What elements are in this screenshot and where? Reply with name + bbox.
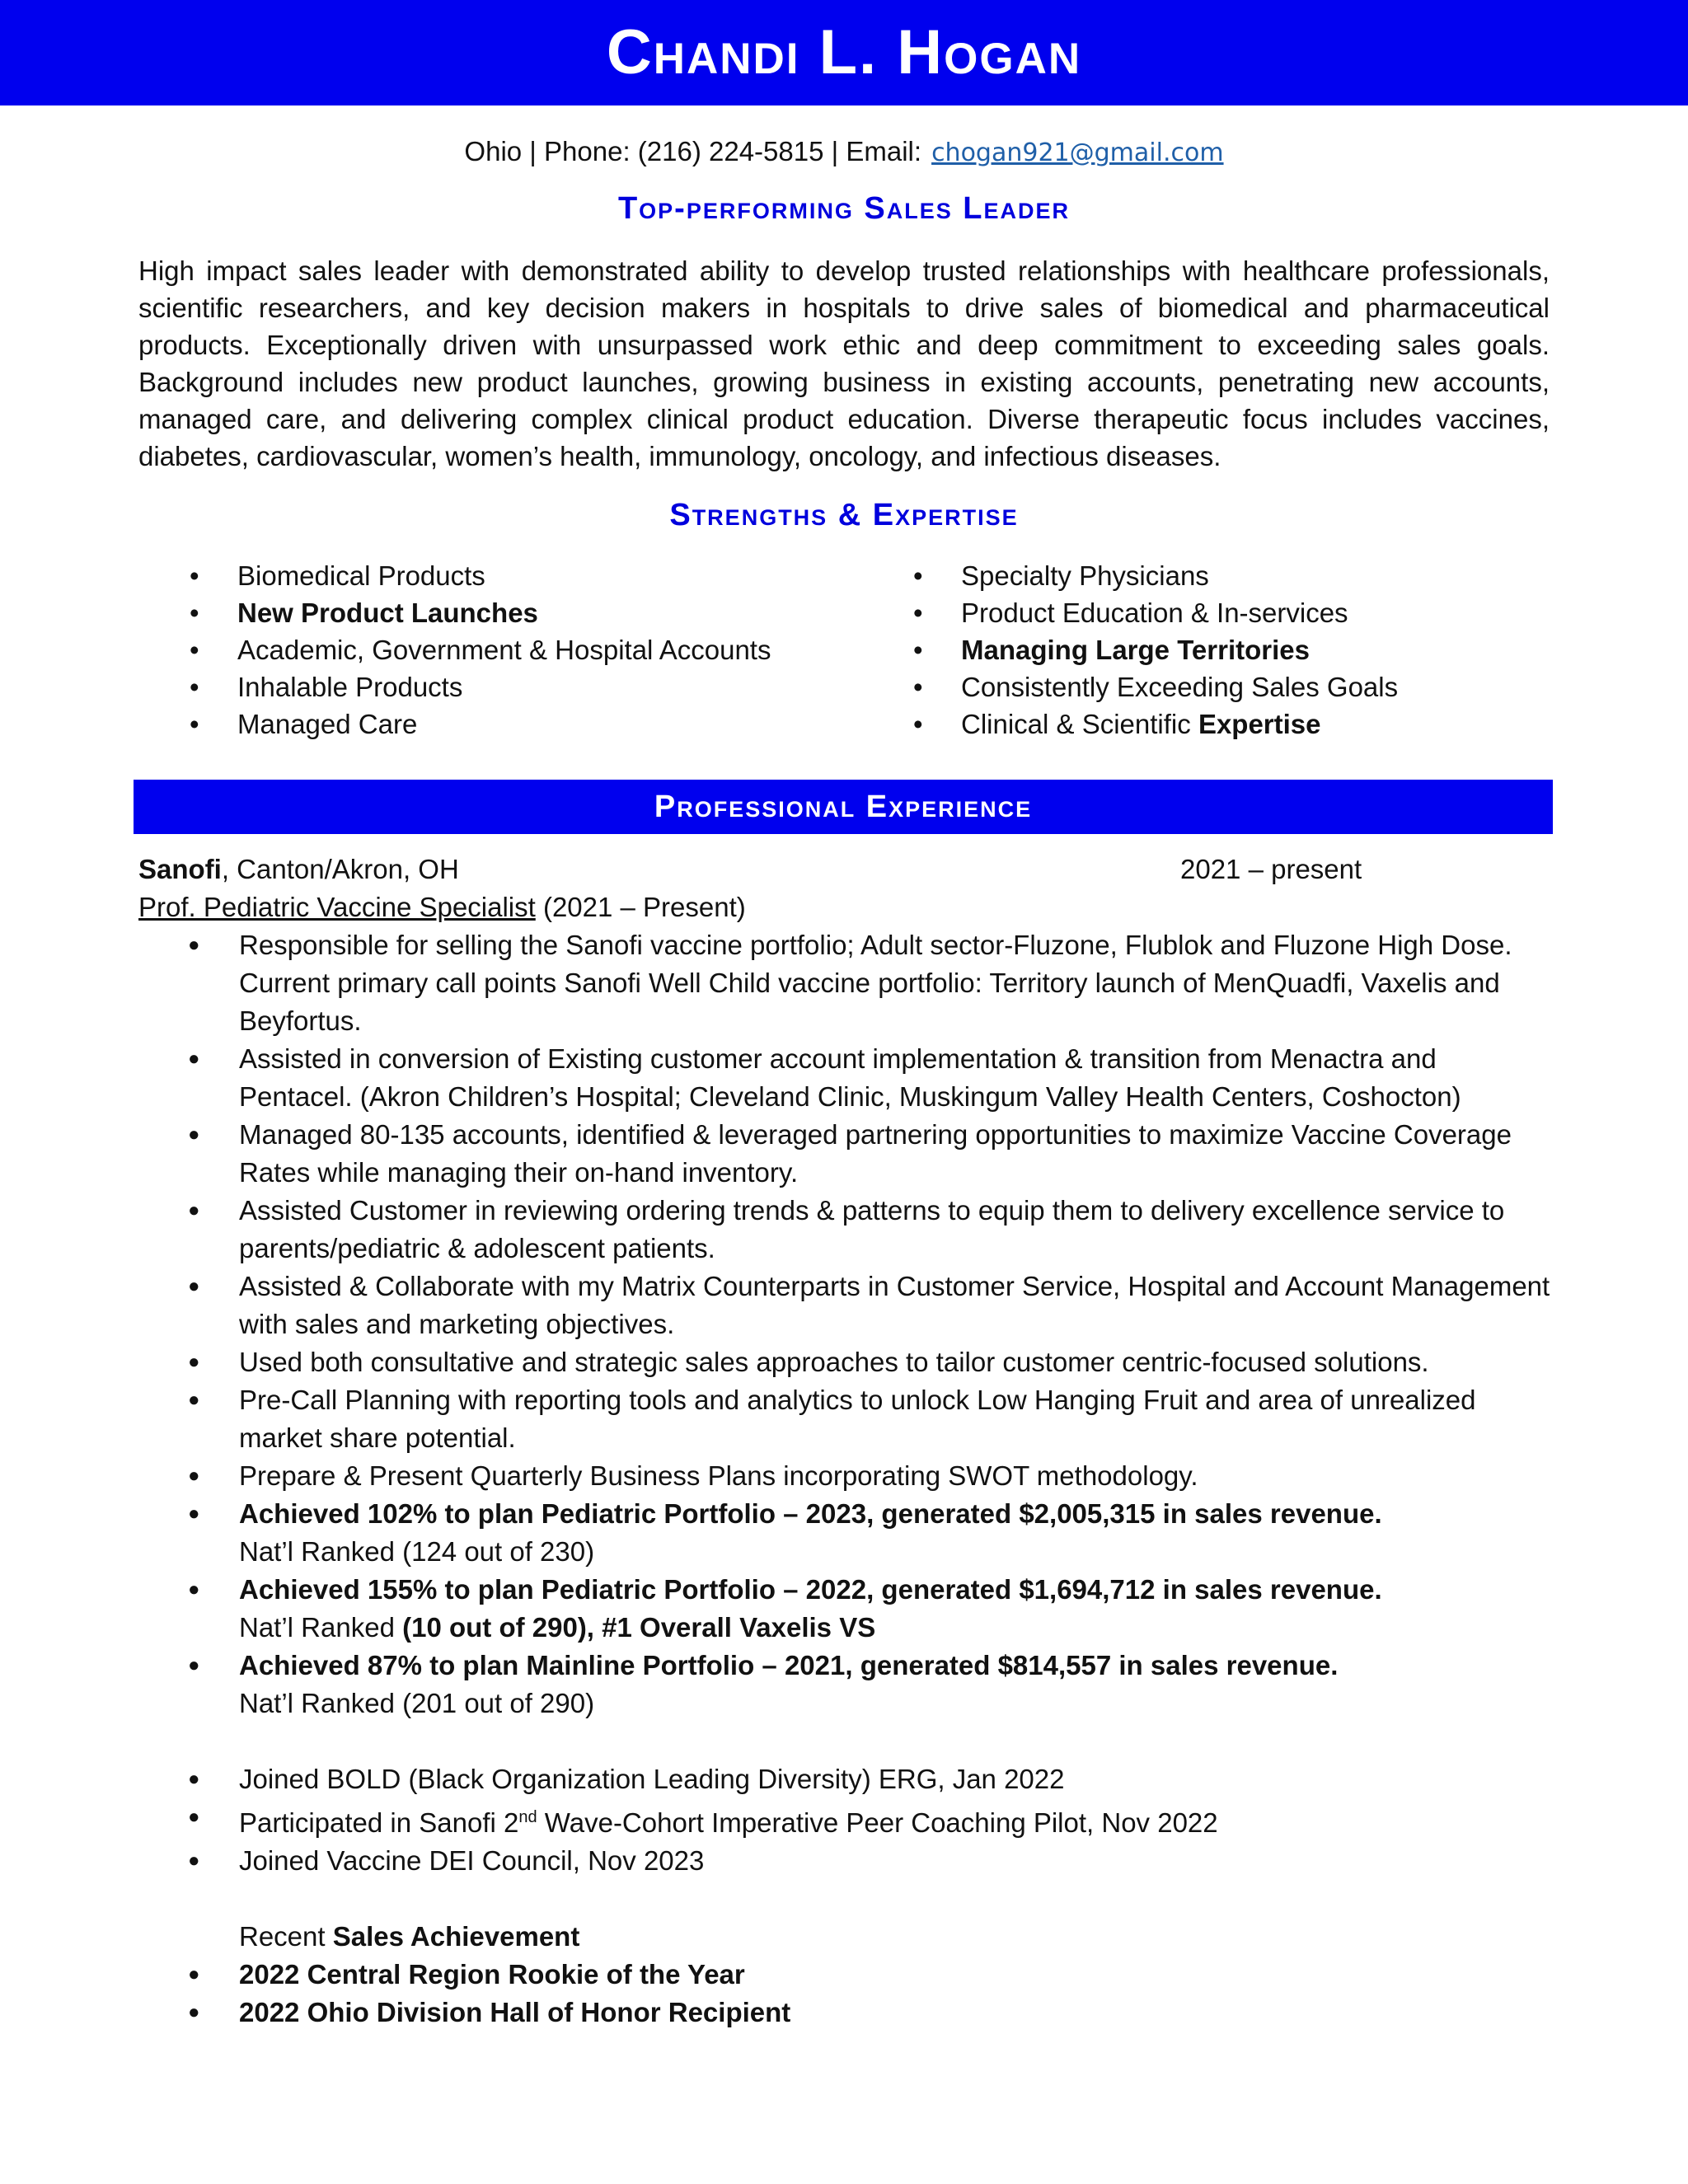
list-item: ● Assisted in conversion of Existing customer account implementation & transition from Menactra and Pentacel. (Akron Children’s Hospital; Cleveland Clinic, Muskingum Valley Health Centers, Coshocton) bbox=[138, 1040, 1556, 1116]
awards-list bbox=[138, 1956, 1556, 2032]
strengths-left-list bbox=[138, 557, 771, 743]
job-header bbox=[138, 851, 1556, 888]
list-item: • Consistently Exceeding Sales Goals bbox=[862, 668, 1398, 705]
role-title: Prof. Pediatric Vaccine Specialist bbox=[138, 892, 536, 922]
list-item: • Inhalable Products bbox=[138, 668, 771, 705]
summary-title: Top-performing Sales Leader bbox=[617, 191, 1071, 226]
responsibility-list bbox=[138, 926, 1556, 1880]
list-item: ● Pre-Call Planning with reporting tools and analytics to unlock Low Hanging Fruit and area of unrealized market share potential. bbox=[138, 1381, 1556, 1457]
list-item: ● Achieved 155% to plan Pediatric Portfolio – 2022, generated $1,694,712 in sales revenue. Nat’l Ranked (10 out of 290), #1 Overall Vaxelis VS bbox=[138, 1571, 1556, 1647]
job-dates: 2021 – present bbox=[1180, 854, 1362, 884]
list-item: ● Joined BOLD (Black Organization Leading Diversity) ERG, Jan 2022 bbox=[138, 1760, 1556, 1798]
recent-achievement-heading: Recent Sales Achievement bbox=[239, 1921, 580, 1952]
company-location: , Canton/Akron, OH bbox=[221, 854, 459, 884]
strengths-right-list bbox=[862, 557, 1398, 743]
list-item: • Biomedical Products bbox=[138, 557, 771, 594]
list-item: • New Product Launches bbox=[138, 594, 771, 631]
list-item: • Managed Care bbox=[138, 705, 771, 743]
experience-section bbox=[138, 851, 1556, 2032]
contact-line bbox=[0, 132, 1688, 173]
role-line bbox=[138, 888, 1556, 926]
list-item: ● Participated in Sanofi 2nd Wave-Cohort Imperative Peer Coaching Pilot, Nov 2022 bbox=[138, 1798, 1556, 1842]
summary-paragraph: High impact sales leader with demonstrated ability to develop trusted relationships with healthcare professionals, scientific researchers, and key decision makers in hospitals to drive sales of biomedical and pharmaceutical products. Exceptionally driven with unsurpassed work ethic and deep commitment to exceeding sales goals. Background includes new product launches, growing business in existing accounts, penetrating new accounts, managed care, and delivering complex clinical product education. Diverse therapeutic focus includes vaccines, diabetes, cardiovascular, women’s health, immunology, oncology, and infectious diseases. bbox=[138, 255, 1550, 471]
contact-prefix: Ohio | Phone: (216) 224-5815 | Email: bbox=[464, 136, 922, 166]
list-item: ● Achieved 102% to plan Pediatric Portfolio – 2023, generated $2,005,315 in sales revenue. Nat’l Ranked (124 out of 230) bbox=[138, 1495, 1556, 1571]
role-dates: (2021 – Present) bbox=[535, 892, 746, 922]
name-banner bbox=[0, 0, 1688, 105]
list-item: ● Managed 80-135 accounts, identified & leveraged partnering opportunities to maximize Vaccine Coverage Rates while managing their on-hand inventory. bbox=[138, 1116, 1556, 1192]
list-item: ● 2022 Ohio Division Hall of Honor Recipient bbox=[138, 1994, 1556, 2032]
list-item: ● 2022 Central Region Rookie of the Year bbox=[138, 1956, 1556, 1994]
list-item: ● Joined Vaccine DEI Council, Nov 2023 bbox=[138, 1842, 1556, 1880]
company-name: Sanofi bbox=[138, 854, 222, 884]
list-item: • Specialty Physicians bbox=[862, 557, 1398, 594]
candidate-name: Chandi L. Hogan bbox=[606, 17, 1082, 87]
experience-title: Professional Experience bbox=[134, 780, 1553, 834]
list-item: ● Used both consultative and strategic sales approaches to tailor customer centric-focused solutions. bbox=[138, 1343, 1556, 1381]
list-item: • Product Education & In-services bbox=[862, 594, 1398, 631]
list-item: ● Assisted Customer in reviewing ordering trends & patterns to equip them to delivery excellence service to parents/pediatric & adolescent patients. bbox=[138, 1192, 1556, 1268]
list-item: ● Responsible for selling the Sanofi vaccine portfolio; Adult sector-Fluzone, Flublok and Fluzone High Dose. Current primary call points Sanofi Well Child vaccine portfolio: Territory launch of MenQuadfi, Vaxelis and Beyfortus. bbox=[138, 926, 1556, 1040]
list-item: • Clinical & Scientific Expertise bbox=[862, 705, 1398, 743]
strengths-title: Strengths & Expertise bbox=[669, 498, 1019, 532]
list-item: ● Prepare & Present Quarterly Business Plans incorporating SWOT methodology. bbox=[138, 1457, 1556, 1495]
list-item: • Academic, Government & Hospital Accounts bbox=[138, 631, 771, 668]
list-item: ● Assisted & Collaborate with my Matrix Counterparts in Customer Service, Hospital and Account Management with sales and marketing objectives. bbox=[138, 1268, 1556, 1343]
email-link[interactable]: chogan921@gmail.com bbox=[931, 138, 1224, 167]
list-item: • Managing Large Territories bbox=[862, 631, 1398, 668]
list-item: ● Achieved 87% to plan Mainline Portfolio – 2021, generated $814,557 in sales revenue. Nat’l Ranked (201 out of 290) bbox=[138, 1647, 1556, 1722]
